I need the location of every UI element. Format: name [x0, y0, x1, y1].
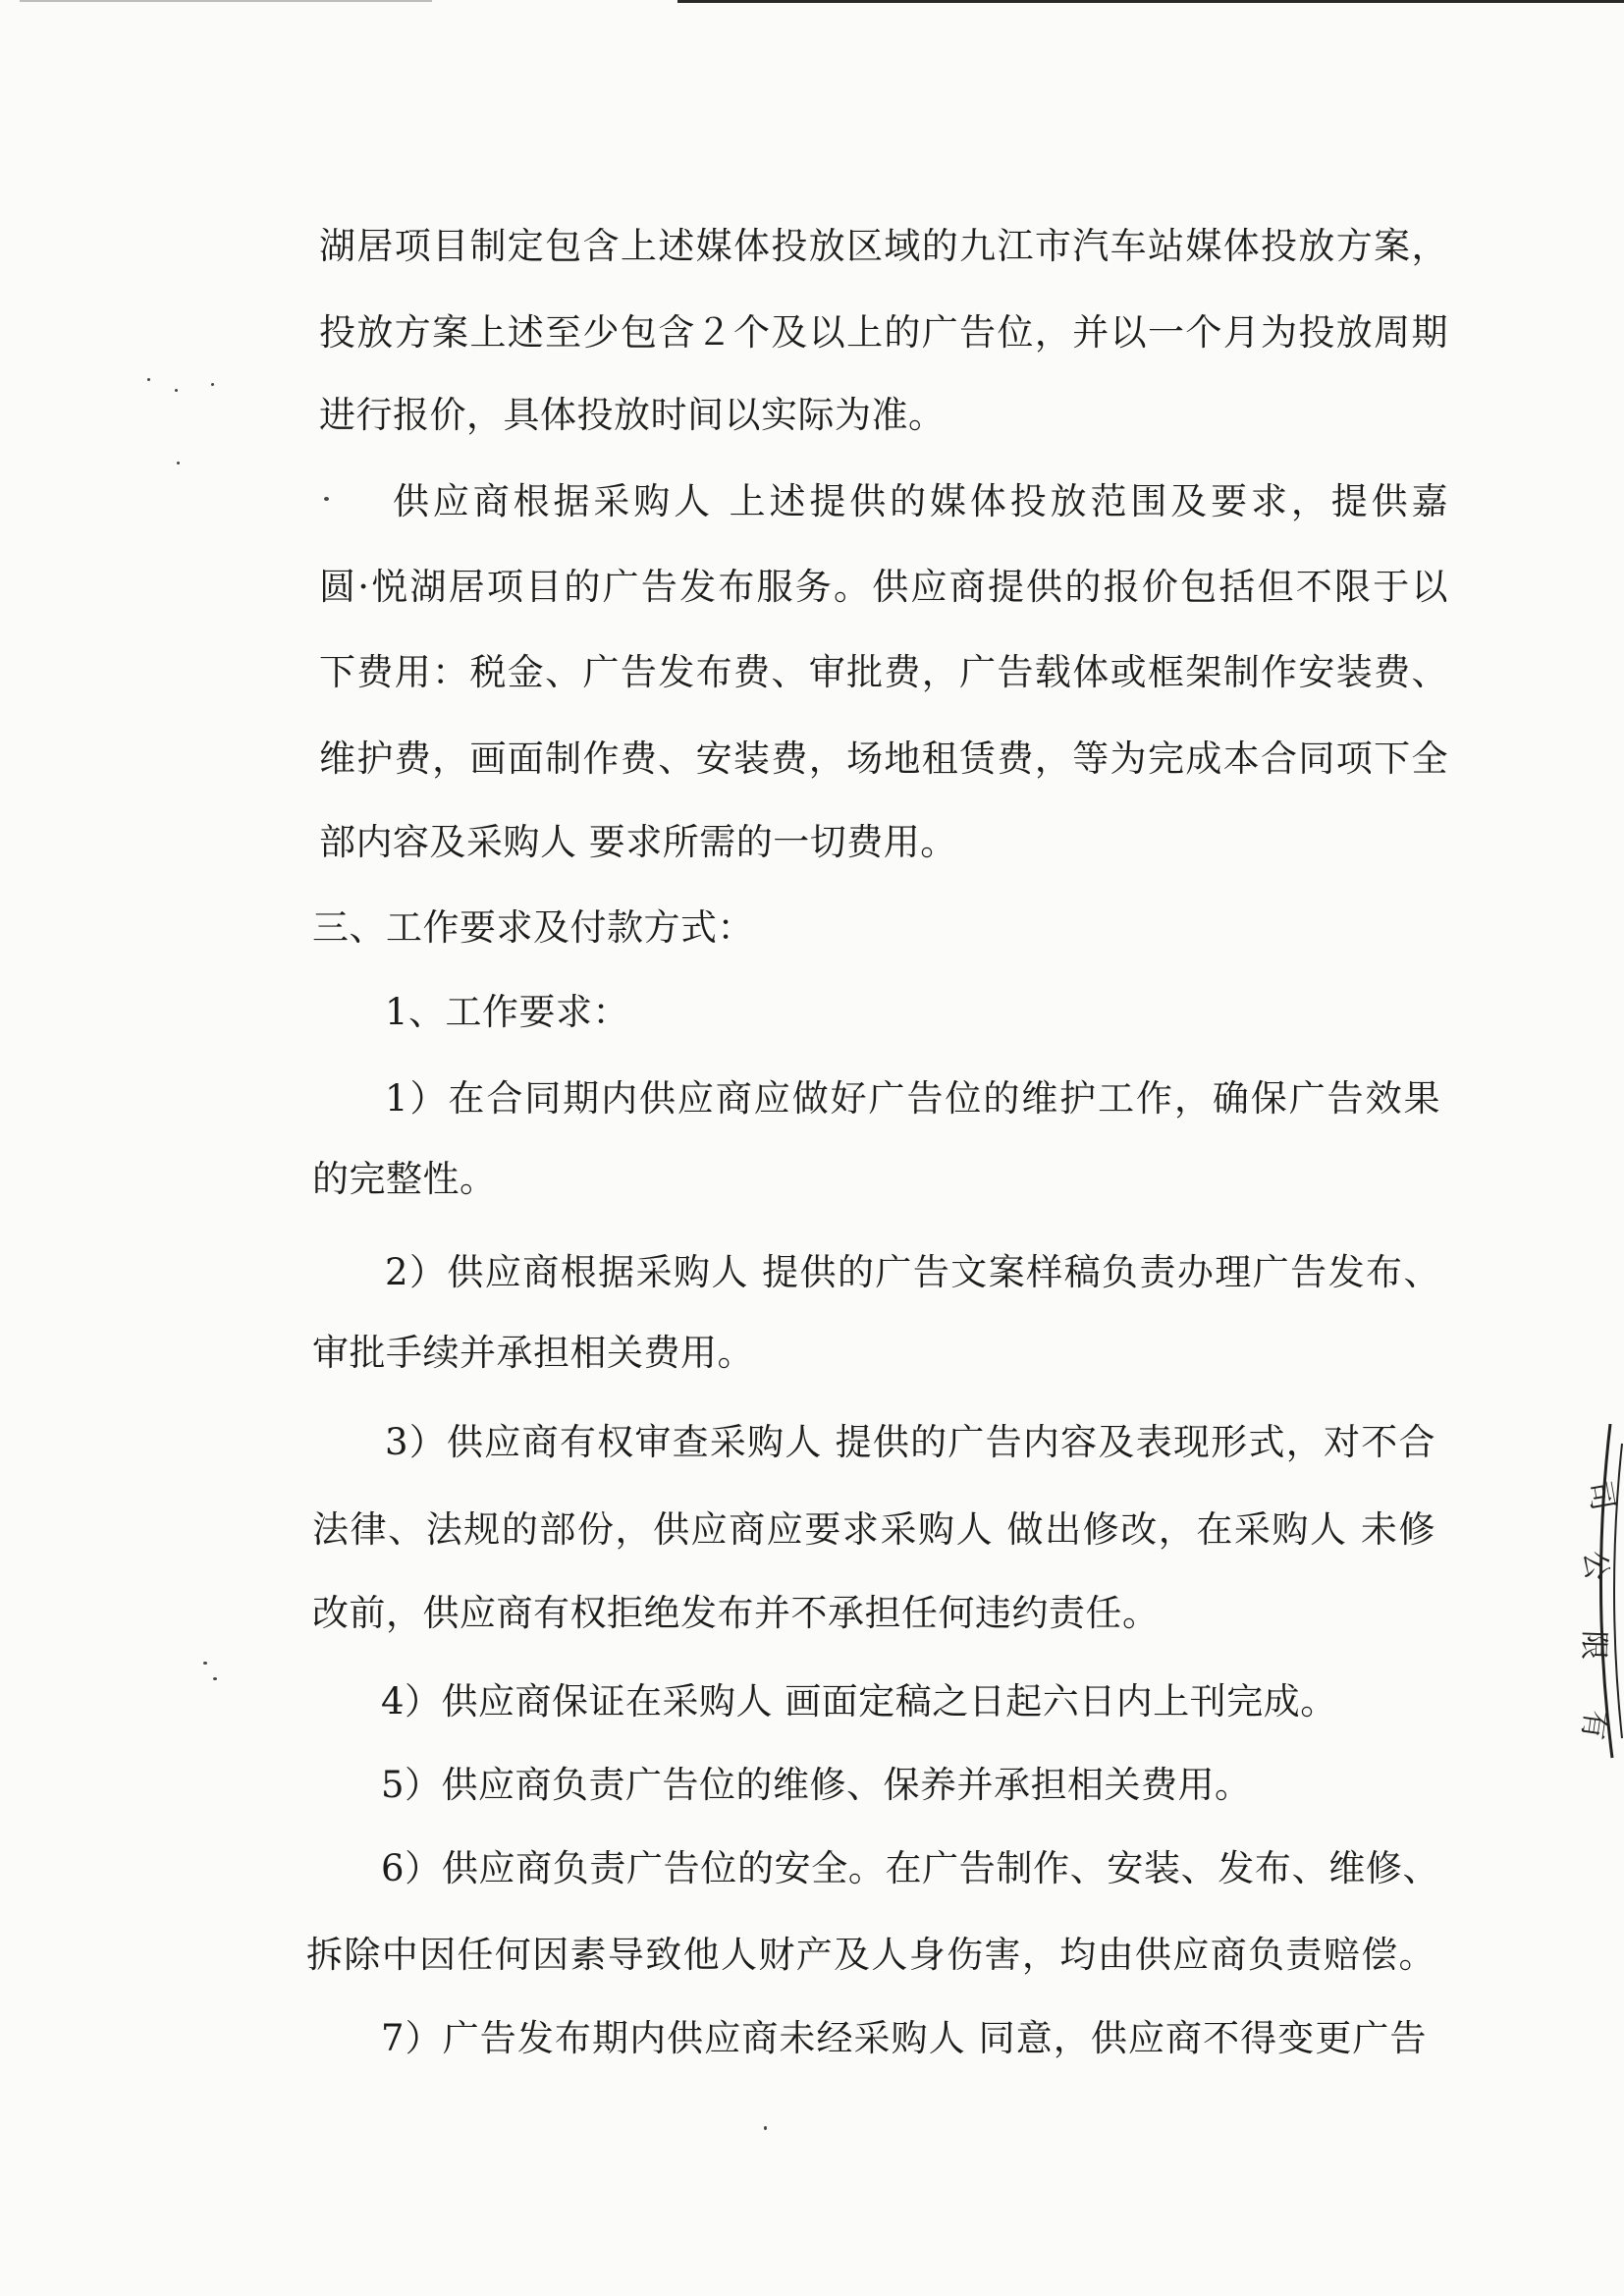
- scan-speck: [213, 1677, 217, 1680]
- paragraph-line: 进行报价，具体投放时间以实际为准。: [319, 394, 946, 436]
- list-item-line: 5）供应商负责广告位的维修、保养并承担相关费用。: [381, 1764, 1252, 1806]
- list-item-line: 3）供应商有权审查采购人 提供的广告内容及表现形式，对不合: [385, 1421, 1435, 1463]
- svg-text:限: 限: [1575, 1629, 1611, 1661]
- scan-speck: [764, 2126, 767, 2130]
- paragraph-line: 投放方案上述至少包含２个及以上的广告位，并以一个月为投放周期: [319, 311, 1448, 354]
- list-item-line: 改前，供应商有权拒绝发布并不承担任何违约责任。: [312, 1592, 1160, 1634]
- scan-speck: [324, 497, 329, 501]
- subsection-heading: 1、工作要求：: [385, 991, 630, 1033]
- scan-speck: [177, 462, 180, 465]
- paragraph-line: 湖居项目制定包含上述媒体投放区域的九江市汽车站媒体投放方案，: [319, 225, 1448, 267]
- scan-speck: [203, 1662, 207, 1665]
- list-item-line: 2）供应商根据采购人 提供的广告文案样稿负责办理广告发布、: [385, 1251, 1440, 1293]
- list-item-line: 审批手续并承担相关费用。: [312, 1332, 754, 1374]
- svg-text:司: 司: [1581, 1478, 1620, 1513]
- svg-text:公: 公: [1577, 1549, 1614, 1582]
- scan-speck: [175, 389, 178, 392]
- paragraph-line: 下费用：税金、广告发布费、审批费，广告载体或框架制作安装费、: [319, 651, 1448, 693]
- list-item-line: 拆除中因任何因素导致他人财产及人身伤害，均由供应商负责赔偿。: [306, 1934, 1435, 1976]
- top-border-line: [677, 0, 1624, 3]
- list-item-line: 的完整性。: [312, 1158, 497, 1200]
- paragraph-line: 部内容及采购人 要求所需的一切费用。: [319, 821, 957, 863]
- list-item-line: 6）供应商负责广告位的安全。在广告制作、安装、发布、维修、: [381, 1847, 1439, 1889]
- paragraph-line: 圆·悦湖居项目的广告发布服务。供应商提供的报价包括但不限于以: [319, 566, 1448, 608]
- list-item-line: 法律、法规的部份，供应商应要求采购人 做出修改，在采购人 未修: [312, 1508, 1435, 1551]
- paragraph-line: 维护费，画面制作费、安装费，场地租赁费，等为完成本合同项下全: [319, 738, 1448, 780]
- top-border-line-faint: [20, 0, 432, 2]
- scan-speck: [211, 383, 214, 386]
- svg-text:有: 有: [1574, 1707, 1613, 1742]
- list-item-line: 7）广告发布期内供应商未经采购人 同意，供应商不得变更广告: [381, 2017, 1427, 2059]
- section-heading: 三、工作要求及付款方式：: [312, 906, 754, 949]
- list-item-line: 4）供应商保证在采购人 画面定稿之日起六日内上刊完成。: [381, 1680, 1337, 1722]
- scan-speck: [147, 378, 150, 381]
- list-item-line: 1）在合同期内供应商应做好广告位的维护工作，确保广告效果: [385, 1077, 1440, 1120]
- partial-seal-stamp: [1571, 1414, 1624, 1768]
- paragraph-line: 供应商根据采购人 上述提供的媒体投放范围及要求，提供嘉: [393, 480, 1448, 522]
